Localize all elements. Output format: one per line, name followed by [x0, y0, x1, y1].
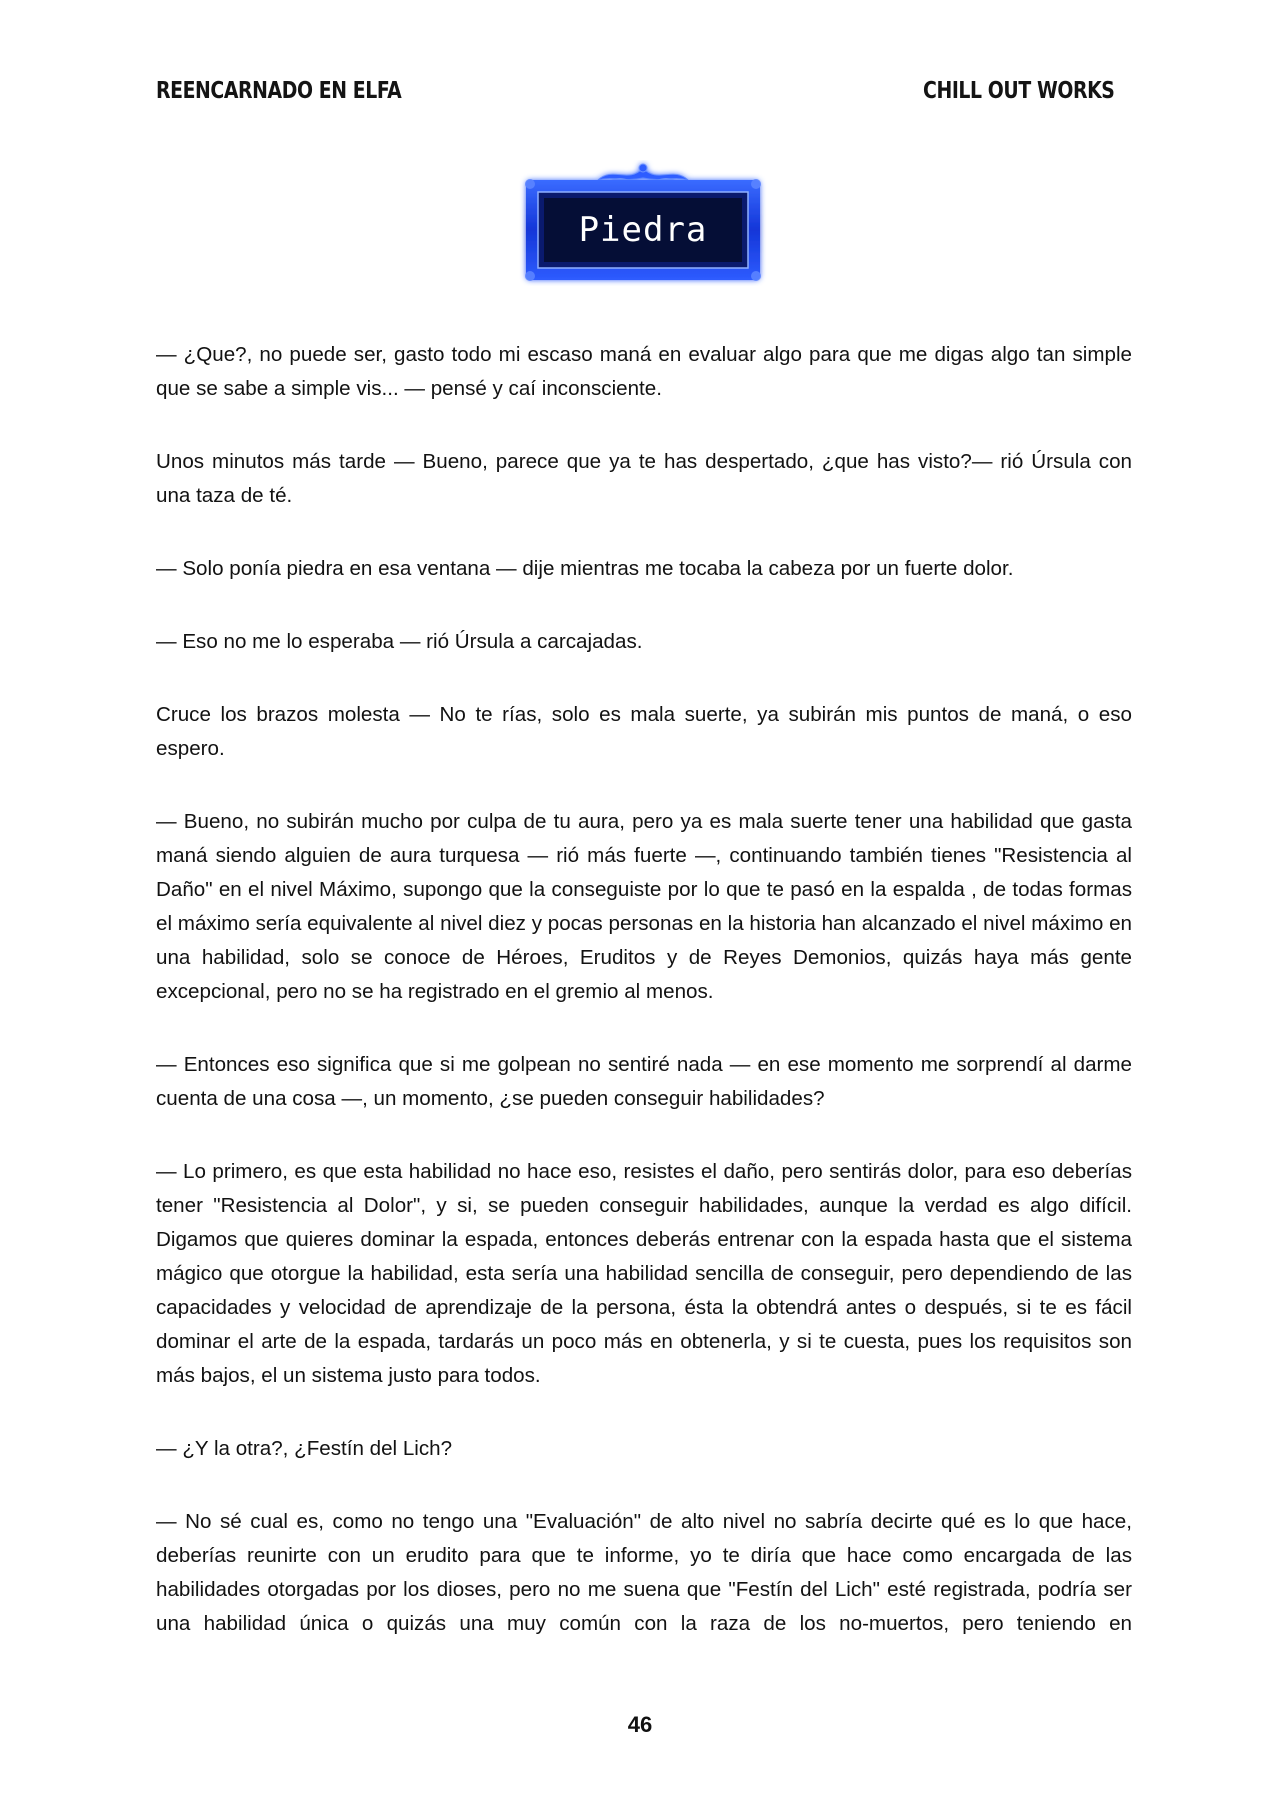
paragraph: — ¿Y la otra?, ¿Festín del Lich? — [156, 1437, 453, 1460]
paragraph: — Eso no me lo esperaba — rió Úrsula a carcajadas. — [156, 630, 643, 653]
paragraph: — Lo primero, es que esta habilidad no hace eso, resistes el daño, pero sentirás dolor, para eso deberías tener "Resistencia al Dolor", y si, se pueden conseguir habilidades, aunque la verdad es algo difícil. Digamos que quieres dominar la espada, entonces deberás entrenar con la espada hasta que el sistema mágico que otorgue la habilidad, esta sería una habilidad sencilla de conseguir, pero dependiendo de las capacidades y velocidad de aprendizaje de la persona, ésta la obtendrá antes o después, si te es fácil dominar el arte de la espada, tardarás un poco más en obtenerla, y si te cuesta, pues los requisitos son más bajos, el un sistema justo para todos. — [156, 1160, 1132, 1387]
paragraph: — Bueno, no subirán mucho por culpa de tu aura, pero ya es mala suerte tener una habilidad que gasta maná siendo alguien de aura turquesa — rió más fuerte —, continuando también tienes "Resistencia al Daño" en el nivel Máximo, supongo que la conseguiste por lo que te pasó en la espalda , de todas formas el máximo sería equivalente al nivel diez y pocas personas en la historia han alcanzado el nivel máximo en una habilidad, solo se conoce de Héroes, Eruditos y de Reyes Demonios, quizás haya más gente excepcional, pero no se ha registrado en el gremio al menos. — [156, 810, 1132, 1003]
page-number: 46 — [627, 1712, 653, 1737]
book-title: REENCARNADO EN ELFA — [156, 78, 402, 104]
paragraph: — Solo ponía piedra en esa ventana — dije mientras me tocaba la cabeza por un fuerte dolor. — [156, 557, 1014, 580]
chapter-title: Piedra — [578, 210, 708, 250]
publisher-name: CHILL OUT WORKS — [922, 78, 1114, 104]
paragraph: Unos minutos más tarde — Bueno, parece que ya te has despertado, ¿que has visto?— rió Úrsula con una taza de té. — [156, 450, 1132, 507]
chapter-banner — [518, 158, 768, 286]
page-body — [156, 338, 1132, 1680]
paragraph: — ¿Que?, no puede ser, gasto todo mi escaso maná en evaluar algo para que me digas algo tan simple que se sabe a simple vis... — pensé y caí inconsciente. — [156, 343, 1132, 400]
page-header — [156, 74, 1114, 108]
paragraph: — Entonces eso significa que si me golpean no sentiré nada — en ese momento me sorprendí al darme cuenta de una cosa —, un momento, ¿se pueden conseguir habilidades? — [156, 1053, 1132, 1110]
paragraph: Cruce los brazos molesta — No te rías, solo es mala suerte, ya subirán mis puntos de maná, o eso espero. — [156, 703, 1132, 760]
paragraph: — No sé cual es, como no tengo una "Evaluación" de alto nivel no sabría decirte qué es lo que hace, deberías reunirte con un erudito para que te informe, yo te diría que hace como encargada de las habilidades otorgadas por los dioses, pero no me suena que "Festín del Lich" esté registrada, podría ser una habilidad única o quizás una muy común con la raza de los no-muertos, pero teniendo en — [156, 1510, 1132, 1635]
